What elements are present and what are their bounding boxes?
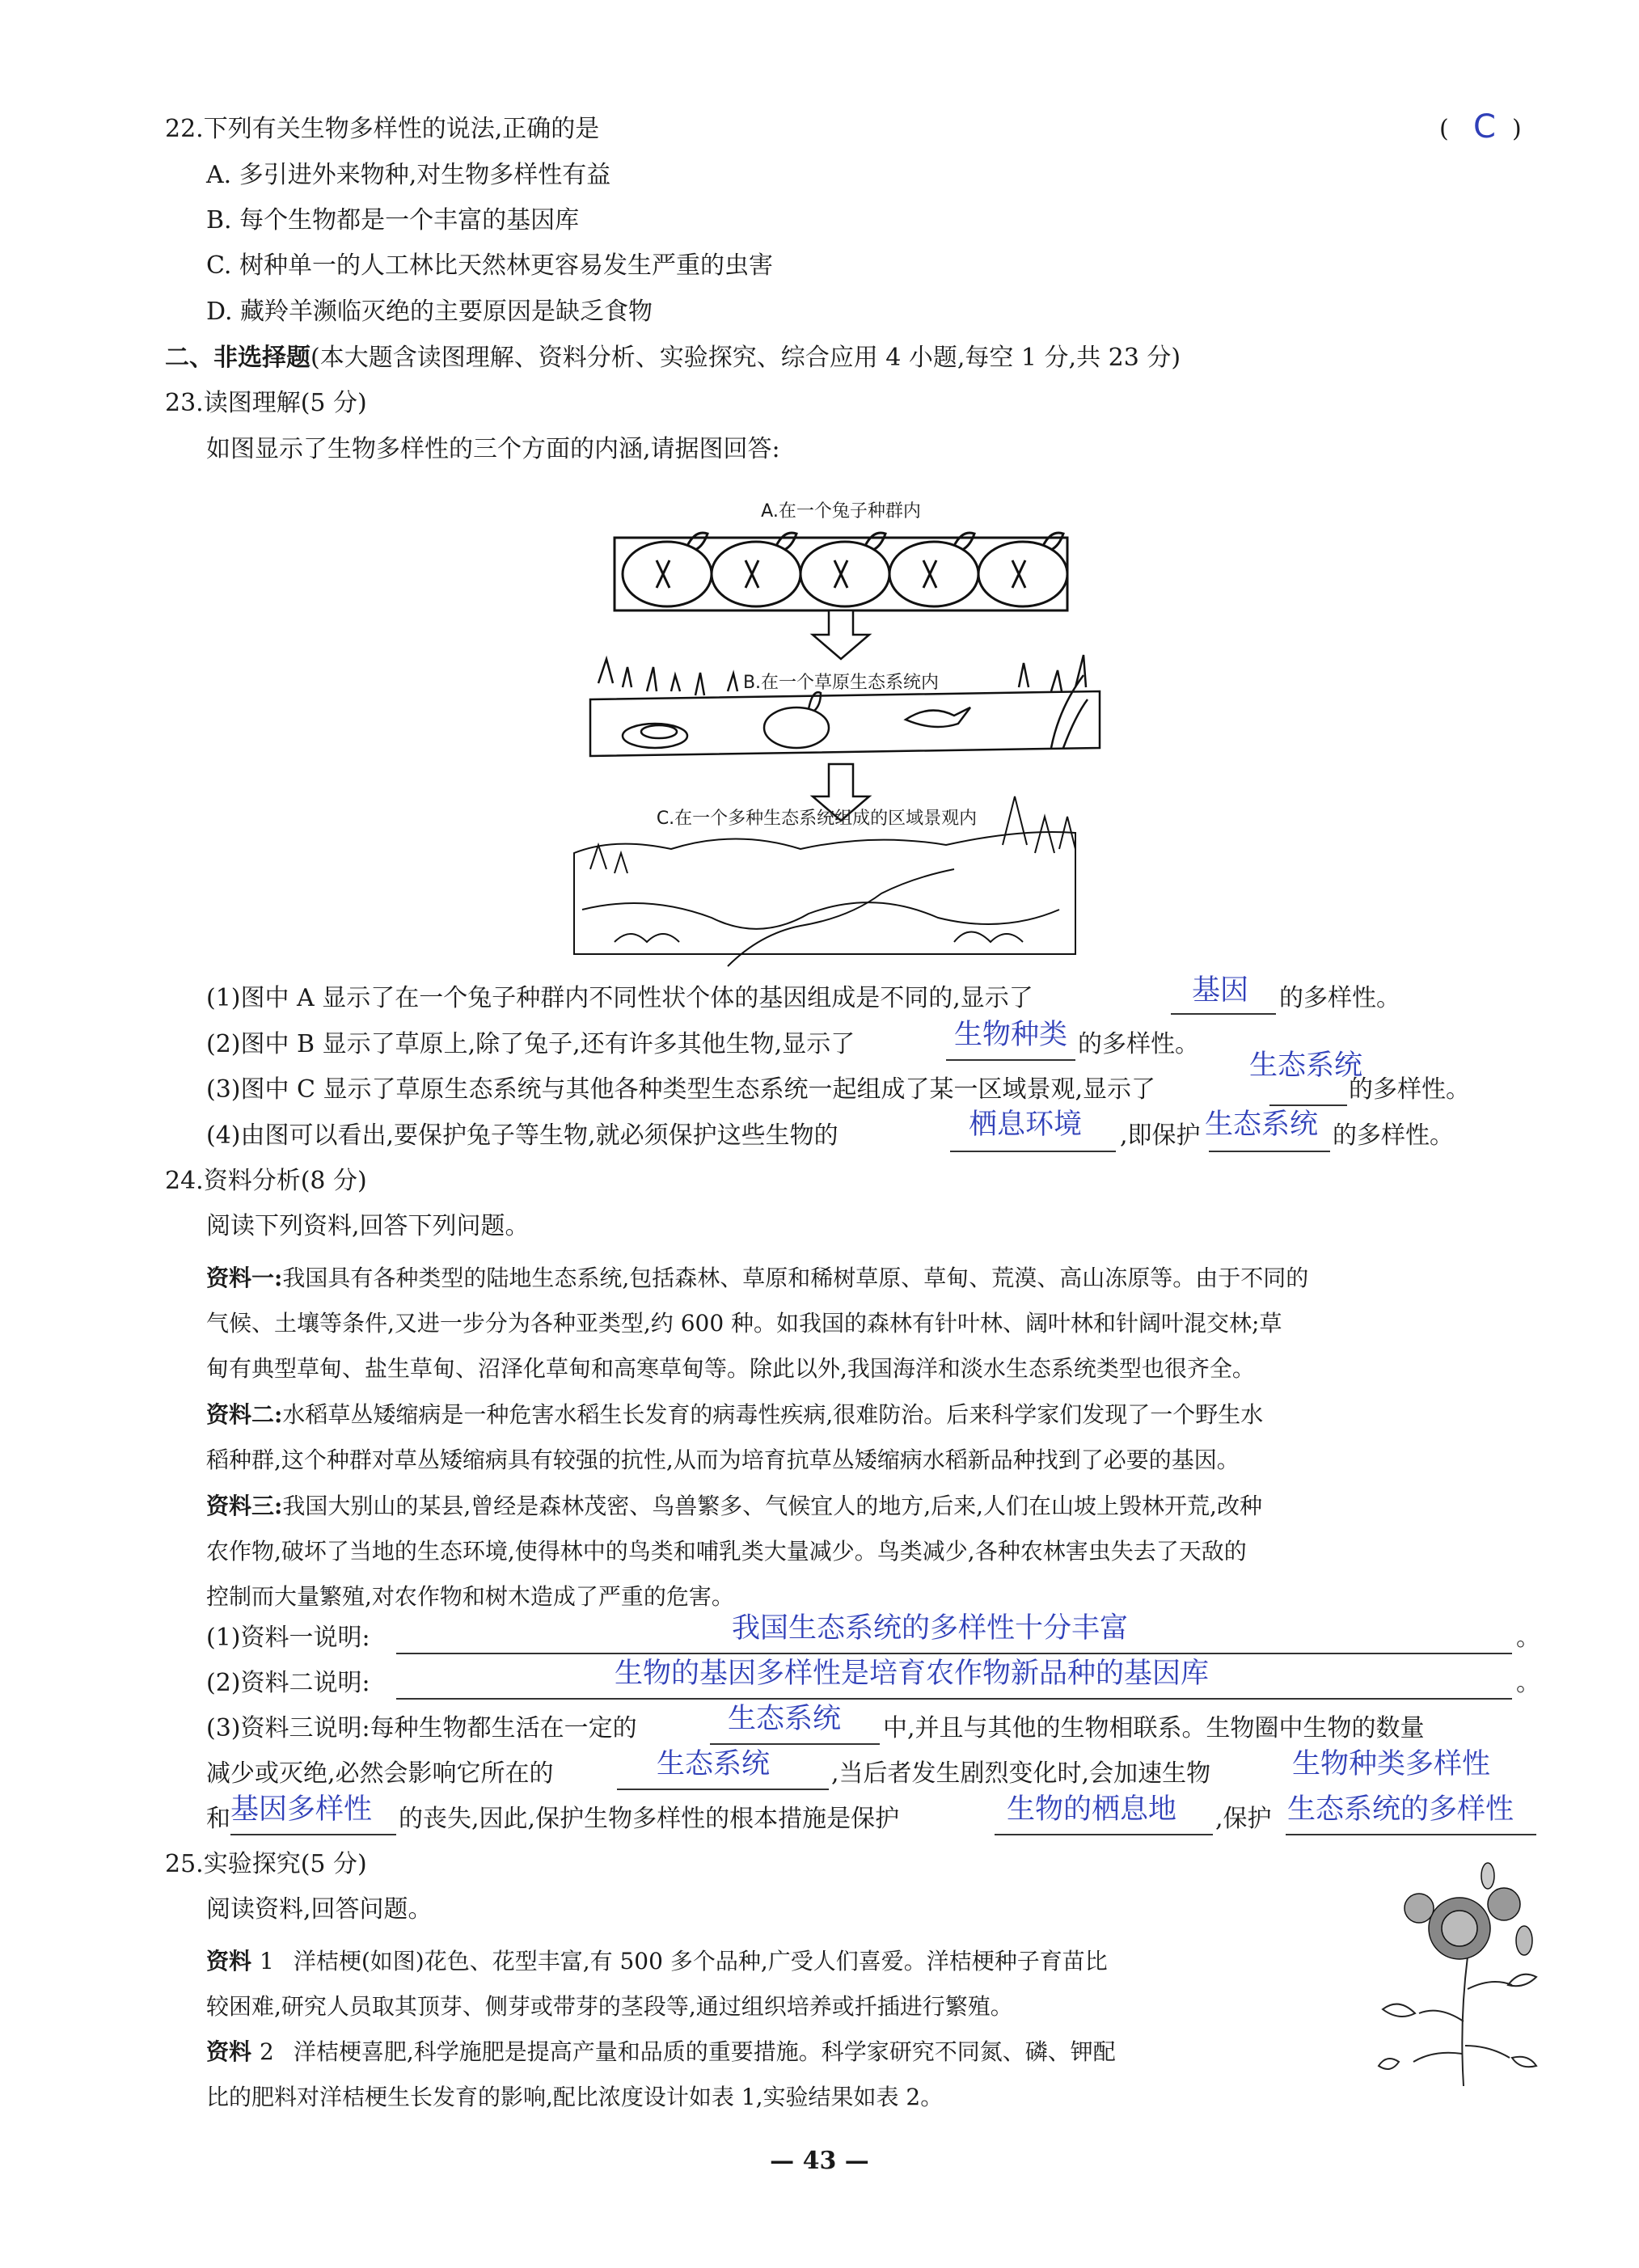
down-arrow-icon (813, 610, 869, 659)
answer-blank (1286, 1834, 1536, 1835)
answer-blank (396, 1698, 1512, 1700)
q23-s3-answer: 生态系统 (1249, 1050, 1363, 1082)
q23-s1-pre: (1)图中 A 显示了在一个兔子种群内不同性状个体的基因组成是不同的,显示了 (206, 984, 1033, 1012)
material-3-text: 我国大别山的某县,曾经是森林茂密、鸟兽繁多、气候宜人的地方,后来,人们在山坡上毁林开荒,改种 (282, 1493, 1262, 1519)
q22-paren-close: ) (1512, 115, 1522, 143)
q25-material-1-num: 1 (260, 1948, 274, 1974)
q25-material-2-line (206, 2029, 1116, 2075)
q23-s3-post: 的多样性。 (1349, 1075, 1470, 1104)
q24-a2-pre: (2)资料二说明: (206, 1669, 370, 1697)
material-3-line: 控制而大量繁殖,对农作物和树木造成了严重的危害。 (206, 1583, 734, 1610)
q25-material-2-text: 洋桔梗喜肥,科学施肥是提高产量和品质的重要措施。科学家研究不同氮、磷、钾配 (293, 2038, 1116, 2065)
q24-a3-l3-mid: 的丧失,因此,保护生物多样性的根本措施是保护 (399, 1805, 900, 1833)
material-1-text: 我国具有各种类型的陆地生态系统,包括森林、草原和稀树草原、草甸、荒漠、高山冻原等。由于不同的 (282, 1265, 1309, 1291)
q23-s2-answer: 生物种类 (954, 1019, 1068, 1051)
q25-material-1-label: 资料 (206, 1948, 252, 1974)
q24-a3-l3-pre: 和 (206, 1805, 230, 1833)
q23-s2-pre: (2)图中 B 显示了草原上,除了兔子,还有许多其他生物,显示了 (206, 1030, 855, 1058)
material-2-line (206, 1392, 1263, 1438)
q24-a2-answer: 生物的基因多样性是培育农作物新品种的基因库 (615, 1658, 1210, 1690)
q24-a3-l1-pre: (3)资料三说明:每种生物都生活在一定的 (206, 1714, 637, 1742)
biodiversity-figure (566, 489, 1116, 974)
q25-material-2-label: 资料 (206, 2038, 252, 2065)
q25-material-1-line (206, 1939, 1108, 1984)
q23-s4-mid: ,即保护 (1120, 1121, 1201, 1150)
q25-intro: 阅读资料,回答问题。 (206, 1895, 433, 1924)
q23-s1-post: 的多样性。 (1279, 984, 1400, 1012)
answer-blank (995, 1834, 1213, 1835)
q24-a3-answer-4: 基因多样性 (230, 1793, 373, 1826)
rabbit-row-icon (615, 533, 1067, 610)
material-1-line: 气候、土壤等条件,又进一步分为各种亚类型,约 600 种。如我国的森林有针叶林、阔叶林和针阔叶混交林;草 (206, 1310, 1282, 1337)
answer-blank (946, 1059, 1075, 1061)
q24-a3-l2-post: ,当后者发生剧烈变化时,会加速生物 (831, 1759, 1211, 1788)
q24-a1-pre: (1)资料一说明: (206, 1624, 370, 1652)
q24-a3-answer-2: 生态系统 (657, 1748, 771, 1780)
q25-material-2 (206, 2029, 1116, 2120)
q24-a3-answer-6: 生态系统的多样性 (1287, 1793, 1514, 1826)
q24-intro: 阅读下列资料,回答下列问题。 (206, 1212, 530, 1240)
q22-answer: C (1473, 108, 1496, 146)
q22-option-c: C. 树种单一的人工林比天然林更容易发生严重的虫害 (206, 251, 773, 280)
q25-material-1 (206, 1939, 1108, 2029)
q25-material-1-text: 洋桔梗(如图)花色、花型丰富,有 500 多个品种,广受人们喜爱。洋桔梗种子育苗比 (293, 1948, 1108, 1974)
material-3-line (206, 1484, 1262, 1529)
figure-label-c: C.在一个多种生态系统组成的区域景观内 (656, 809, 978, 829)
figure-label-b: B.在一个草原生态系统内 (742, 673, 940, 693)
q25-title: 25.实验探究(5 分) (165, 1850, 367, 1878)
answer-blank (617, 1789, 829, 1790)
q23-s4-answer-1: 栖息环境 (969, 1109, 1083, 1141)
end-mark: 。 (1516, 1669, 1540, 1697)
material-1-line: 甸有典型草甸、盐生草甸、沼泽化草甸和高寒草甸等。除此以外,我国海洋和淡水生态系统类型也很齐全。 (206, 1355, 1255, 1382)
answer-blank (1171, 1013, 1276, 1015)
q23-s2-post: 的多样性。 (1078, 1030, 1199, 1058)
q25-material-2-line: 比的肥料对洋桔梗生长发育的影响,配比浓度设计如表 1,实验结果如表 2。 (206, 2084, 944, 2110)
figure-drawing (566, 489, 1116, 974)
q23-intro: 如图显示了生物多样性的三个方面的内涵,请据图回答: (206, 435, 780, 463)
q22-option-a: A. 多引进外来物种,对生物多样性有益 (206, 161, 611, 189)
material-1-label: 资料一: (206, 1265, 283, 1291)
material-2-line: 稻种群,这个种群对草丛矮缩病具有较强的抗性,从而为培育抗草丛矮缩病水稻新品种找到了必要的基因。 (206, 1447, 1240, 1473)
q24-a3-answer-1: 生态系统 (728, 1703, 842, 1735)
q23-s4-pre: (4)由图可以看出,要保护兔子等生物,就必须保护这些生物的 (206, 1121, 839, 1150)
q23-s3-pre: (3)图中 C 显示了草原生态系统与其他各种类型生态系统一起组成了某一区域景观,显示了 (206, 1075, 1156, 1104)
answer-blank (950, 1151, 1116, 1152)
end-mark: 。 (1516, 1624, 1540, 1652)
figure-label-a: A.在一个兔子种群内 (761, 501, 921, 522)
q25-material-1-line: 较困难,研究人员取其顶芽、侧芽或带芽的茎段等,通过组织培养或扦插进行繁殖。 (206, 1993, 1013, 2020)
q24-a3-l3-mid2: ,保护 (1215, 1805, 1272, 1833)
q24-material-1 (206, 1256, 1308, 1392)
q24-a3-l1-post: 中,并且与其他的生物相联系。生物圈中生物的数量 (883, 1714, 1425, 1742)
answer-blank (230, 1834, 396, 1835)
q22-option-d: D. 藏羚羊濒临灭绝的主要原因是缺乏食物 (206, 298, 653, 326)
q24-title: 24.资料分析(8 分) (165, 1167, 367, 1195)
q23-s4-answer-2: 生态系统 (1205, 1109, 1319, 1141)
answer-blank (1209, 1151, 1330, 1152)
q24-material-3 (206, 1484, 1262, 1620)
q22-stem: 22.下列有关生物多样性的说法,正确的是 (165, 115, 600, 143)
q24-a3-answer-5: 生物的栖息地 (1007, 1793, 1177, 1826)
material-3-label: 资料三: (206, 1493, 283, 1519)
material-2-text: 水稻草丛矮缩病是一种危害水稻生长发育的病毒性疾病,很难防治。后来科学家们发现了一个野生水 (282, 1401, 1264, 1428)
q24-a1-answer: 我国生态系统的多样性十分丰富 (732, 1612, 1129, 1645)
q22-paren-open: ( (1439, 115, 1449, 143)
q23-title: 23.读图理解(5 分) (165, 389, 367, 417)
material-3-line: 农作物,破坏了当地的生态环境,使得林中的鸟类和哺乳类大量减少。鸟类减少,各种农林害虫失去了天敌的 (206, 1538, 1247, 1565)
q24-material-2 (206, 1392, 1263, 1483)
section2-desc: (本大题含读图理解、资料分析、实验探究、综合应用 4 小题,每空 1 分,共 23 分) (310, 344, 1181, 372)
eustoma-flower-icon (1367, 1860, 1552, 2094)
q22-option-b: B. 每个生物都是一个丰富的基因库 (206, 206, 580, 234)
material-1-line (206, 1256, 1308, 1301)
section2-title: 二、非选择题 (165, 344, 310, 372)
q23-s4-post: 的多样性。 (1333, 1121, 1454, 1150)
page-number: — 43 — (770, 2147, 869, 2175)
material-2-label: 资料二: (206, 1401, 283, 1428)
q24-a3-answer-3: 生物种类多样性 (1292, 1748, 1491, 1780)
q25-material-2-num: 2 (260, 2038, 274, 2065)
q24-a3-l2-pre: 减少或灭绝,必然会影响它所在的 (206, 1759, 554, 1788)
q23-s1-answer: 基因 (1192, 974, 1249, 1007)
section2-heading (165, 342, 1181, 374)
